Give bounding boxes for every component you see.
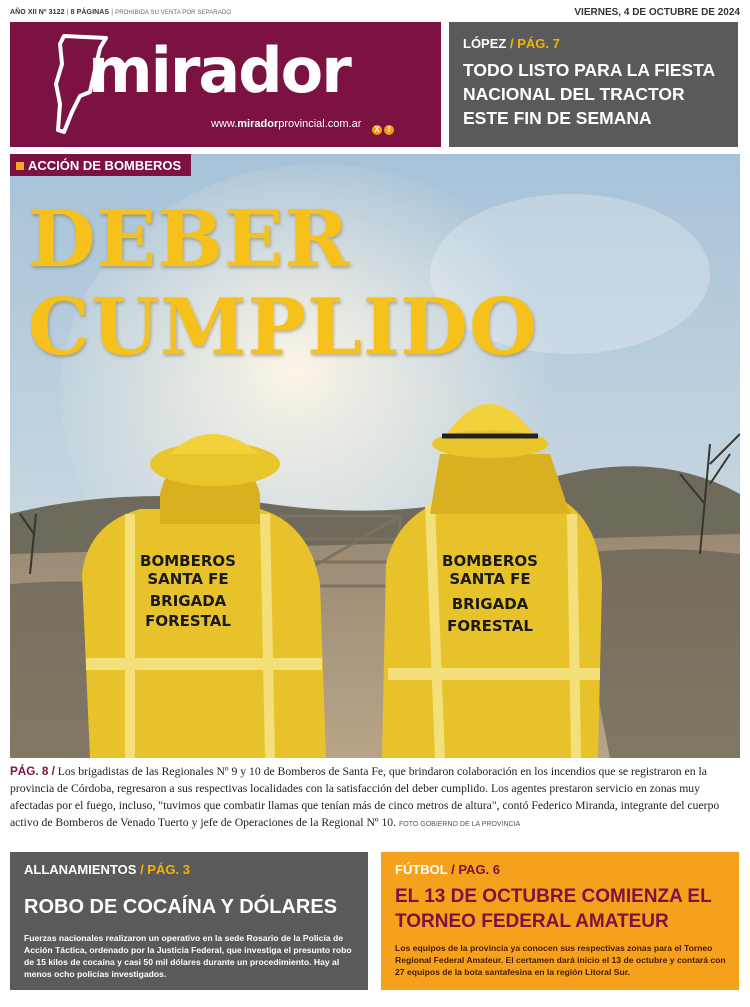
tag-square-icon	[16, 162, 24, 170]
box-right-headline: EL 13 DE OCTUBRE COMIENZA EL TORNEO FEDERAL AMATEUR	[395, 886, 712, 932]
story-futbol[interactable]	[381, 852, 739, 990]
masthead	[10, 22, 441, 147]
sale-notice: PROHIBIDA SU VENTA POR SEPARADO	[115, 10, 232, 16]
promo-section-tag: LÓPEZ / PÁG. 7	[463, 36, 560, 51]
jacket-left-line2: SANTA FE	[147, 570, 229, 588]
website-url[interactable]: www.miradorprovincial.com.ar	[211, 118, 362, 130]
issue-number: AÑO XII Nº 3122	[10, 9, 65, 16]
promo-lopez[interactable]	[449, 22, 738, 147]
main-story-caption	[10, 763, 740, 833]
brand-logo: mirador	[88, 34, 350, 107]
jacket-left-line4: FORESTAL	[145, 612, 231, 630]
photo-credit: FOTO GOBIERNO DE LA PROVINCIA	[399, 821, 521, 828]
box-left-section-tag: ALLANAMIENTOS / PÁG. 3	[24, 862, 190, 877]
page-count: 8 PÁGINAS	[70, 9, 110, 16]
story-allanamientos[interactable]	[10, 852, 368, 990]
section-tag-bomberos: ACCIÓN DE BOMBEROS	[10, 154, 191, 176]
top-info-line	[10, 6, 740, 20]
jacket-right-line3: BRIGADA	[451, 595, 529, 613]
jacket-right-line1: BOMBEROS	[442, 552, 538, 570]
headline-line1: DEBER	[28, 194, 351, 285]
x-social-icon[interactable]: X	[372, 125, 382, 135]
box-right-body: Los equipos de la provincia ya conocen sus respectivas zonas para el Torneo Regional Federal Amateur. El certamen dará inicio el 13 de octubre y contará con 27 equipos de la bota santafesina en la región Litoral Sur.	[395, 943, 726, 977]
headline-line2: CUMPLIDO	[28, 282, 539, 373]
jacket-right-line2: SANTA FE	[449, 570, 531, 588]
social-icons	[370, 119, 394, 137]
jacket-left-line3: BRIGADA	[149, 592, 227, 610]
facebook-icon[interactable]: f	[384, 125, 394, 135]
publication-date: VIERNES, 4 DE OCTUBRE DE 2024	[574, 7, 740, 18]
caption-text: Los brigadistas de las Regionales Nº 9 y 10 de Bomberos de Santa Fe, que brindaron colaboración en los incendios que se registraron en la provincia de Córdoba, regresaron a sus respectivas localidades con la satisfacción del deber cumplido. Los agentes prestaron servicio en zonas muy afectadas por el fuego, incluso, "tuvimos que combatir llamas que tenían más de cinco metros de altura", contó Federico Miranda, integrante del cuerpo activo de Bomberos de Venado Tuerto y jefe de Operaciones de la Regional Nº 10.	[10, 765, 720, 829]
box-left-body: Fuerzas nacionales realizaron un operativo en la sede Rosario de la Policía de Acción Táctica, ordenado por la Justicia Federal, que investiga el presunto robo de 15 kilos de cocaína y casi 50 mil dólares durante un procedimiento. Hay al menos ocho policías investigados.	[24, 933, 352, 979]
main-headline[interactable]	[28, 196, 538, 372]
issue-info: AÑO XII Nº 3122 | 8 PÁGINAS | PROHIBIDA SU VENTA POR SEPARADO	[10, 9, 232, 16]
box-left-headline: ROBO DE COCAÍNA Y DÓLARES	[24, 896, 337, 918]
caption-page-ref[interactable]: PÁG. 8 /	[10, 765, 55, 778]
jacket-right-line4: FORESTAL	[447, 617, 533, 635]
promo-headline: TODO LISTO PARA LA FIESTA NACIONAL DEL TRACTOR ESTE FIN DE SEMANA	[463, 60, 715, 128]
jacket-left-line1: BOMBEROS	[140, 552, 236, 570]
box-right-section-tag: FÚTBOL / PAG. 6	[395, 862, 501, 877]
